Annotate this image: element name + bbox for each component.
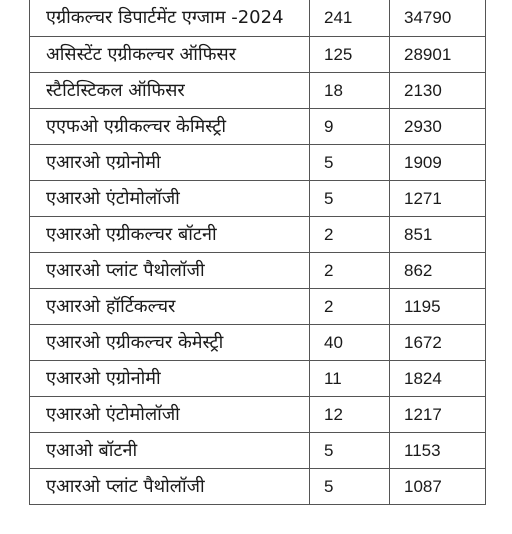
post-name-cell: एआरओ एग्रीकल्चर केमेस्ट्री <box>30 325 310 361</box>
post-name-cell: एआरओ एग्रीकल्चर बॉटनी <box>30 217 310 253</box>
table-row <box>30 469 486 505</box>
table-row <box>30 397 486 433</box>
applications-count-cell: 2130 <box>390 73 486 109</box>
applications-count-cell: 1672 <box>390 325 486 361</box>
applications-count-cell: 1087 <box>390 469 486 505</box>
table-row <box>30 253 486 289</box>
applications-count-cell: 1271 <box>390 181 486 217</box>
post-name-cell: एआरओ एंटोमोलॉजी <box>30 397 310 433</box>
post-name-cell: एआरओ प्लांट पैथोलॉजी <box>30 469 310 505</box>
posts-count-cell: 2 <box>310 253 390 289</box>
posts-count-cell: 5 <box>310 469 390 505</box>
table-row <box>30 73 486 109</box>
applications-count-cell: 1217 <box>390 397 486 433</box>
table-row <box>30 325 486 361</box>
applications-count-cell: 28901 <box>390 37 486 73</box>
applications-count-cell: 1824 <box>390 361 486 397</box>
posts-count-cell: 5 <box>310 145 390 181</box>
posts-count-cell: 5 <box>310 433 390 469</box>
posts-count-cell: 2 <box>310 217 390 253</box>
exam-applications-table <box>29 0 486 505</box>
posts-count-cell: 125 <box>310 37 390 73</box>
post-name-cell: असिस्टेंट एग्रीकल्चर ऑफिसर <box>30 37 310 73</box>
applications-count-cell: 1909 <box>390 145 486 181</box>
table-row <box>30 145 486 181</box>
posts-count-cell: 241 <box>310 0 390 37</box>
post-name-cell: स्टैटिस्टिकल ऑफिसर <box>30 73 310 109</box>
posts-count-cell: 11 <box>310 361 390 397</box>
applications-count-cell: 1153 <box>390 433 486 469</box>
table-row <box>30 217 486 253</box>
table-row <box>30 0 486 37</box>
applications-count-cell: 851 <box>390 217 486 253</box>
posts-count-cell: 9 <box>310 109 390 145</box>
post-name-cell: एआरओ हॉर्टिकल्चर <box>30 289 310 325</box>
post-name-cell: एआओ बॉटनी <box>30 433 310 469</box>
table-row <box>30 37 486 73</box>
posts-count-cell: 40 <box>310 325 390 361</box>
post-name-cell: एआरओ प्लांट पैथोलॉजी <box>30 253 310 289</box>
post-name-cell: एआरओ एंटोमोलॉजी <box>30 181 310 217</box>
posts-count-cell: 18 <box>310 73 390 109</box>
applications-count-cell: 2930 <box>390 109 486 145</box>
applications-count-cell: 1195 <box>390 289 486 325</box>
post-name-cell: एग्रीकल्चर डिपार्टमेंट एग्जाम -2024 <box>30 0 310 37</box>
table-row <box>30 289 486 325</box>
table-body <box>30 0 486 505</box>
posts-count-cell: 12 <box>310 397 390 433</box>
table-row <box>30 361 486 397</box>
table-row <box>30 109 486 145</box>
post-name-cell: एआरओ एग्रोनोमी <box>30 145 310 181</box>
post-name-cell: एआरओ एग्रोनोमी <box>30 361 310 397</box>
posts-count-cell: 5 <box>310 181 390 217</box>
table-row <box>30 181 486 217</box>
applications-count-cell: 34790 <box>390 0 486 37</box>
applications-count-cell: 862 <box>390 253 486 289</box>
table-row <box>30 433 486 469</box>
post-name-cell: एएफओ एग्रीकल्चर केमिस्ट्री <box>30 109 310 145</box>
posts-count-cell: 2 <box>310 289 390 325</box>
